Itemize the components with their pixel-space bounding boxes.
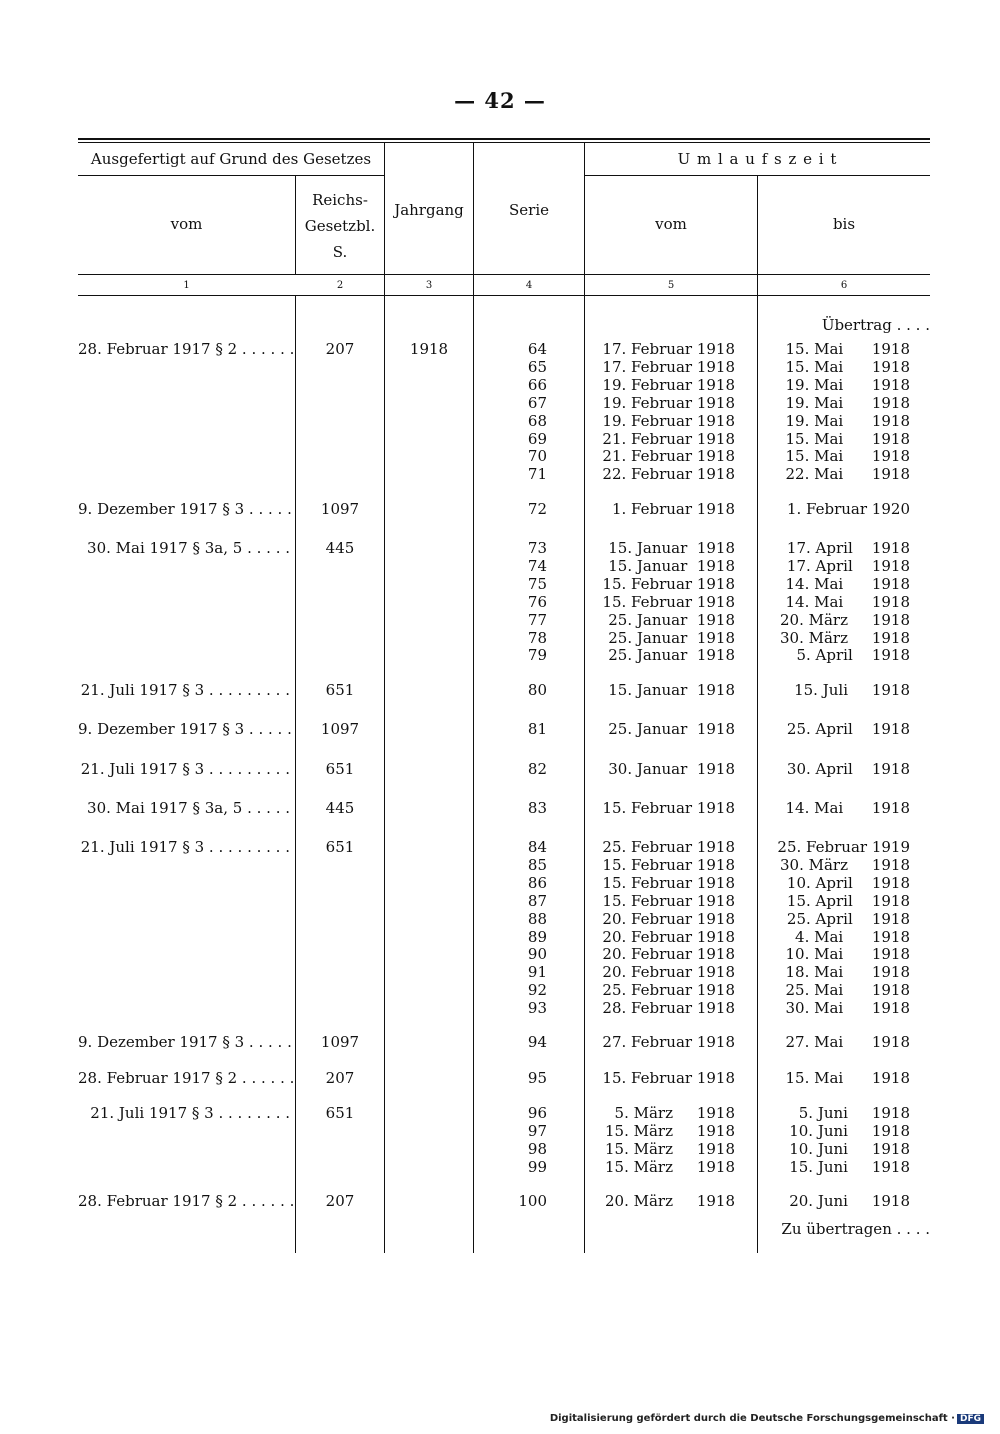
- umlauf-bis: 10. Mai 1918: [785, 945, 910, 964]
- uebertrag-label: Übertrag . . . .: [821, 316, 930, 334]
- col-number: 2: [336, 280, 344, 291]
- umlauf-bis: 30. März 1918: [779, 628, 910, 647]
- footer-text: Digitalisierung gefördert durch die Deutsche Forschungsgemeinschaft ·: [549, 1413, 955, 1424]
- umlauf-vom: 30. Januar 1918: [608, 760, 735, 778]
- law-reference: 30. Mai 1917 § 3a, 5 . . . . .: [87, 539, 290, 557]
- umlauf-bis: 20. Juni 1918: [789, 1192, 910, 1210]
- umlauf-vom: 25. Januar 1918: [608, 610, 735, 629]
- umlauf-vom: 17. Februar 1918: [602, 340, 735, 358]
- header-reichs-3: S.: [332, 243, 348, 261]
- header-reichs-2: Gesetzbl.: [304, 217, 376, 235]
- serie-value: 83: [527, 799, 547, 817]
- serie-value: 68: [527, 411, 547, 430]
- serie-value: 79: [527, 646, 547, 665]
- umlauf-vom: 19. Februar 1918: [602, 411, 735, 430]
- umlauf-vom: 25. Januar 1918: [608, 628, 735, 647]
- umlauf-bis: 25. Februar 1919: [777, 838, 910, 856]
- umlauf-bis: 27. Mai 1918: [785, 1033, 910, 1051]
- umlauf-vom: 21. Februar 1918: [602, 447, 735, 466]
- umlauf-vom: 20. Februar 1918: [602, 927, 735, 946]
- col-divider: [757, 175, 758, 1253]
- umlauf-bis: 10. Juni 1918: [789, 1121, 910, 1140]
- umlauf-bis: 25. April 1918: [786, 909, 910, 928]
- header-vom: vom: [170, 215, 203, 233]
- serie-value: 75: [527, 574, 547, 593]
- serie-value: 64: [527, 340, 547, 358]
- rgbl-page: 207: [325, 1069, 355, 1087]
- umlauf-bis: 20. März 1918: [779, 610, 910, 629]
- umlauf-vom: 15. März 1918: [604, 1121, 735, 1140]
- serie-value: 72: [527, 500, 547, 518]
- umlauf-vom: 17. Februar 1918: [602, 357, 735, 376]
- umlauf-bis: 18. Mai 1918: [785, 963, 910, 982]
- umlauf-bis: 17. April 1918: [786, 539, 910, 557]
- serie-value: 76: [527, 592, 547, 611]
- rgbl-page: 207: [325, 1192, 355, 1210]
- umlauf-vom: 15. Februar 1918: [602, 592, 735, 611]
- umlauf-vom: 20. Februar 1918: [602, 945, 735, 964]
- serie-value: 77: [527, 610, 547, 629]
- umlauf-bis: 15. Mai 1918: [785, 340, 910, 358]
- umlauf-bis: 15. April 1918: [786, 891, 910, 910]
- serie-value: 100: [518, 1192, 547, 1210]
- top-rule-thin: [78, 142, 930, 143]
- serie-value: 90: [527, 945, 547, 964]
- serie-value: 66: [527, 375, 547, 394]
- serie-value: 85: [527, 855, 547, 874]
- umlauf-bis: 14. Mai 1918: [785, 574, 910, 593]
- rgbl-page: 1097: [320, 720, 360, 738]
- serie-value: 84: [527, 838, 547, 856]
- umlauf-vom: 25. Februar 1918: [602, 838, 735, 856]
- umlauf-vom: 25. Januar 1918: [608, 720, 735, 738]
- umlauf-vom: 15. Februar 1918: [602, 799, 735, 817]
- law-reference: 28. Februar 1917 § 2 . . . . . .: [78, 340, 295, 358]
- law-reference: 28. Februar 1917 § 2 . . . . . .: [78, 1069, 295, 1087]
- umlauf-bis: 4. Mai 1918: [795, 927, 910, 946]
- umlauf-vom: 15. März 1918: [604, 1157, 735, 1176]
- umlauf-vom: 1. Februar 1918: [611, 500, 735, 518]
- header-rule: [78, 274, 930, 275]
- serie-value: 69: [527, 429, 547, 448]
- umlauf-vom: 5. März 1918: [614, 1104, 735, 1122]
- law-reference: 28. Februar 1917 § 2 . . . . . .: [78, 1192, 295, 1210]
- umlauf-bis: 19. Mai 1918: [785, 393, 910, 412]
- serie-value: 96: [527, 1104, 547, 1122]
- umlauf-bis: 10. Juni 1918: [789, 1139, 910, 1158]
- top-rule: [78, 138, 930, 140]
- umlauf-vom: 19. Februar 1918: [602, 393, 735, 412]
- col-number: 3: [425, 280, 433, 291]
- umlauf-vom: 28. Februar 1918: [602, 999, 735, 1018]
- colnum-rule: [78, 295, 930, 296]
- serie-value: 97: [527, 1121, 547, 1140]
- law-reference: 30. Mai 1917 § 3a, 5 . . . . .: [87, 799, 290, 817]
- rgbl-page: 651: [325, 760, 355, 778]
- serie-value: 87: [527, 891, 547, 910]
- umlauf-vom: 15. Februar 1918: [602, 873, 735, 892]
- dfg-logo: DFG: [957, 1414, 984, 1424]
- rgbl-page: 207: [325, 340, 355, 358]
- header-umlauf-vom: vom: [655, 215, 687, 233]
- law-reference: 21. Juli 1917 § 3 . . . . . . . . .: [80, 681, 290, 699]
- serie-value: 94: [527, 1033, 547, 1051]
- serie-value: 93: [527, 999, 547, 1018]
- umlauf-bis: 30. Mai 1918: [785, 999, 910, 1018]
- serie-value: 80: [527, 681, 547, 699]
- header-subrule: [584, 175, 930, 176]
- serie-value: 73: [527, 539, 547, 557]
- umlauf-bis: 17. April 1918: [786, 556, 910, 575]
- umlauf-vom: 15. Januar 1918: [608, 539, 735, 557]
- header-umlauf-bis: bis: [832, 215, 856, 233]
- law-reference: 9. Dezember 1917 § 3 . . . . .: [78, 720, 292, 738]
- umlauf-bis: 15. Juni 1918: [789, 1157, 910, 1176]
- rgbl-page: 651: [325, 681, 355, 699]
- law-reference: 21. Juli 1917 § 3 . . . . . . . .: [90, 1104, 290, 1122]
- umlauf-vom: 25. Januar 1918: [608, 646, 735, 665]
- umlauf-bis: 15. Mai 1918: [785, 429, 910, 448]
- rgbl-page: 445: [325, 799, 355, 817]
- umlauf-vom: 15. Februar 1918: [602, 1069, 735, 1087]
- serie-value: 89: [527, 927, 547, 946]
- zu-uebertragen-label: Zu übertragen . . . .: [781, 1220, 930, 1238]
- umlauf-vom: 20. Februar 1918: [602, 963, 735, 982]
- serie-value: 86: [527, 873, 547, 892]
- col-number: 6: [840, 280, 848, 291]
- umlauf-vom: 15. März 1918: [604, 1139, 735, 1158]
- header-subrule: [78, 175, 384, 176]
- serie-value: 91: [527, 963, 547, 982]
- umlauf-vom: 15. Februar 1918: [602, 574, 735, 593]
- col-number: 1: [183, 280, 190, 291]
- header-reichs-1: Reichs-: [312, 191, 368, 209]
- umlauf-bis: 5. Juni 1918: [798, 1104, 910, 1122]
- umlauf-vom: 20. Februar 1918: [602, 909, 735, 928]
- serie-value: 67: [527, 393, 547, 412]
- umlauf-vom: 15. Februar 1918: [602, 891, 735, 910]
- law-reference: 9. Dezember 1917 § 3 . . . . .: [78, 1033, 292, 1051]
- serie-value: 81: [527, 720, 547, 738]
- umlauf-vom: 25. Februar 1918: [602, 981, 735, 1000]
- header-jahrgang: Jahrgang: [394, 201, 464, 219]
- umlauf-bis: 15. Mai 1918: [785, 357, 910, 376]
- umlauf-bis: 14. Mai 1918: [785, 799, 910, 817]
- umlauf-bis: 22. Mai 1918: [785, 465, 910, 484]
- rgbl-page: 651: [325, 1104, 355, 1122]
- umlauf-bis: 1. Februar 1920: [786, 500, 910, 518]
- rgbl-page: 1097: [320, 500, 360, 518]
- serie-value: 78: [527, 628, 547, 647]
- header-umlaufszeit: U m l a u f s z e i t: [677, 150, 838, 168]
- serie-value: 99: [527, 1157, 547, 1176]
- umlauf-bis: 25. Mai 1918: [785, 981, 910, 1000]
- umlauf-bis: 30. April 1918: [786, 760, 910, 778]
- umlauf-bis: 10. April 1918: [786, 873, 910, 892]
- serie-value: 71: [527, 465, 547, 484]
- serie-value: 74: [527, 556, 547, 575]
- umlauf-vom: 22. Februar 1918: [602, 465, 735, 484]
- umlauf-bis: 14. Mai 1918: [785, 592, 910, 611]
- serie-value: 82: [527, 760, 547, 778]
- col-number: 4: [525, 280, 533, 291]
- umlauf-vom: 15. Februar 1918: [602, 855, 735, 874]
- serie-value: 65: [527, 357, 547, 376]
- footer-credit: [550, 1413, 984, 1424]
- umlauf-bis: 15. Mai 1918: [785, 1069, 910, 1087]
- umlauf-bis: 15. Juli 1918: [794, 681, 910, 699]
- law-reference: 9. Dezember 1917 § 3 . . . . .: [78, 500, 292, 518]
- umlauf-bis: 25. April 1918: [786, 720, 910, 738]
- law-reference: 21. Juli 1917 § 3 . . . . . . . . .: [80, 760, 290, 778]
- umlauf-vom: 20. März 1918: [604, 1192, 735, 1210]
- umlauf-bis: 19. Mai 1918: [785, 375, 910, 394]
- col-divider: [384, 143, 385, 1253]
- jahrgang-value: 1918: [409, 340, 449, 358]
- serie-value: 88: [527, 909, 547, 928]
- umlauf-bis: 5. April 1918: [796, 646, 910, 665]
- umlauf-bis: 15. Mai 1918: [785, 447, 910, 466]
- rgbl-page: 1097: [320, 1033, 360, 1051]
- umlauf-bis: 30. März 1918: [779, 855, 910, 874]
- umlauf-vom: 15. Januar 1918: [608, 681, 735, 699]
- serie-value: 70: [527, 447, 547, 466]
- rgbl-page: 651: [325, 838, 355, 856]
- umlauf-bis: 19. Mai 1918: [785, 411, 910, 430]
- col-number: 5: [667, 280, 675, 291]
- serie-value: 95: [527, 1069, 547, 1087]
- rgbl-page: 445: [325, 539, 355, 557]
- umlauf-vom: 27. Februar 1918: [602, 1033, 735, 1051]
- law-reference: 21. Juli 1917 § 3 . . . . . . . . .: [80, 838, 290, 856]
- umlauf-vom: 15. Januar 1918: [608, 556, 735, 575]
- page-number: — 42 —: [454, 88, 546, 113]
- serie-value: 92: [527, 981, 547, 1000]
- serie-value: 98: [527, 1139, 547, 1158]
- header-serie: Serie: [509, 201, 549, 219]
- umlauf-vom: 19. Februar 1918: [602, 375, 735, 394]
- header-ausgefertigt: Ausgefertigt auf Grund des Gesetzes: [90, 150, 372, 168]
- umlauf-vom: 21. Februar 1918: [602, 429, 735, 448]
